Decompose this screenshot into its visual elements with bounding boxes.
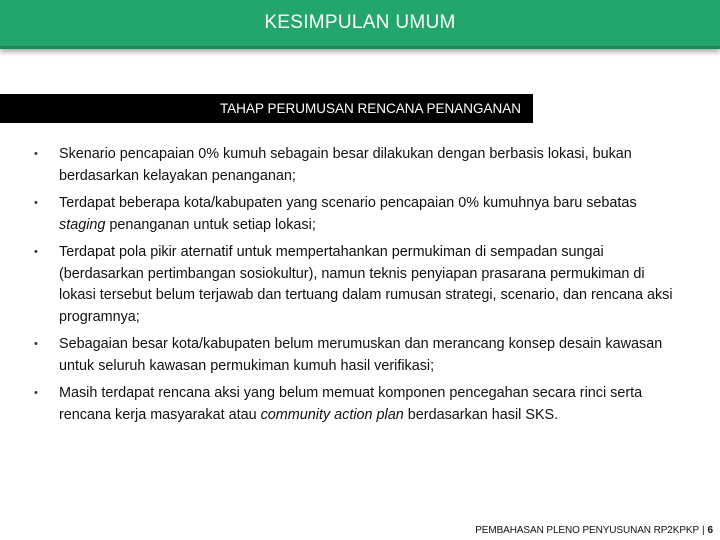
bullet-marker-icon: • [34, 148, 38, 160]
bullet-text-part: Terdapat beberapa kota/kabupaten yang scenario pencapaian 0% kumuhnya baru sebatas [59, 195, 637, 211]
title-bar [0, 0, 720, 49]
bullet-marker-icon: • [34, 197, 38, 209]
bullet-item-2 [34, 193, 684, 236]
subtitle-bar [0, 94, 533, 123]
bullet-text: Sebagaian besar kota/kabupaten belum merumuskan dan merancang konsep desain kawasan untuk seluruh kawasan permukiman kumuh hasil verifikasi; [59, 336, 663, 374]
bullet-marker-icon: • [34, 246, 38, 258]
bullet-item-1 [34, 144, 684, 187]
bullet-text [59, 195, 637, 233]
footer-separator: | [702, 525, 705, 536]
bullet-marker-icon: • [34, 387, 38, 399]
bullet-text-part: berdasarkan hasil SKS. [403, 406, 559, 423]
bullet-text-part: penanganan untuk setiap lokasi; [105, 216, 316, 233]
slide-subtitle: TAHAP PERUMUSAN RENCANA PENANGANAN [219, 101, 521, 116]
bullet-text: Skenario pencapaian 0% kumuh sebagain besar dilakukan dengan berbasis lokasi, bukan berdasarkan kelayakan penanganan; [59, 146, 632, 184]
bullet-item-4 [34, 334, 684, 377]
bullet-text [59, 385, 642, 423]
bullet-text-emphasis: community action plan [260, 406, 404, 423]
bullet-item-3 [34, 242, 684, 328]
footer-label: PEMBAHASAN PLENO PENYUSUNAN RP2KPKP [475, 525, 700, 536]
bullet-marker-icon: • [34, 338, 38, 350]
slide-title: KESIMPULAN UMUM [264, 12, 456, 33]
bullet-text-part: Masih terdapat rencana aksi yang belum memuat komponen pencegahan secara rinci serta rencana kerja masyarakat atau [59, 385, 643, 423]
footer [475, 525, 713, 536]
bullet-list [34, 144, 684, 432]
bullet-text: Terdapat pola pikir aternatif untuk mempertahankan permukiman di sempadan sungai (berdasarkan pertimbangan sosiokultur), namun teknis penyiapan prasarana permukiman di lokasi tersebut belum terjawab dan tertuang dalam rumusan strategi, scenario, dan rencana aksi programnya; [59, 244, 673, 325]
bullet-item-5 [34, 383, 684, 426]
page-number: 6 [707, 525, 713, 536]
bullet-text-emphasis: staging [59, 216, 106, 233]
